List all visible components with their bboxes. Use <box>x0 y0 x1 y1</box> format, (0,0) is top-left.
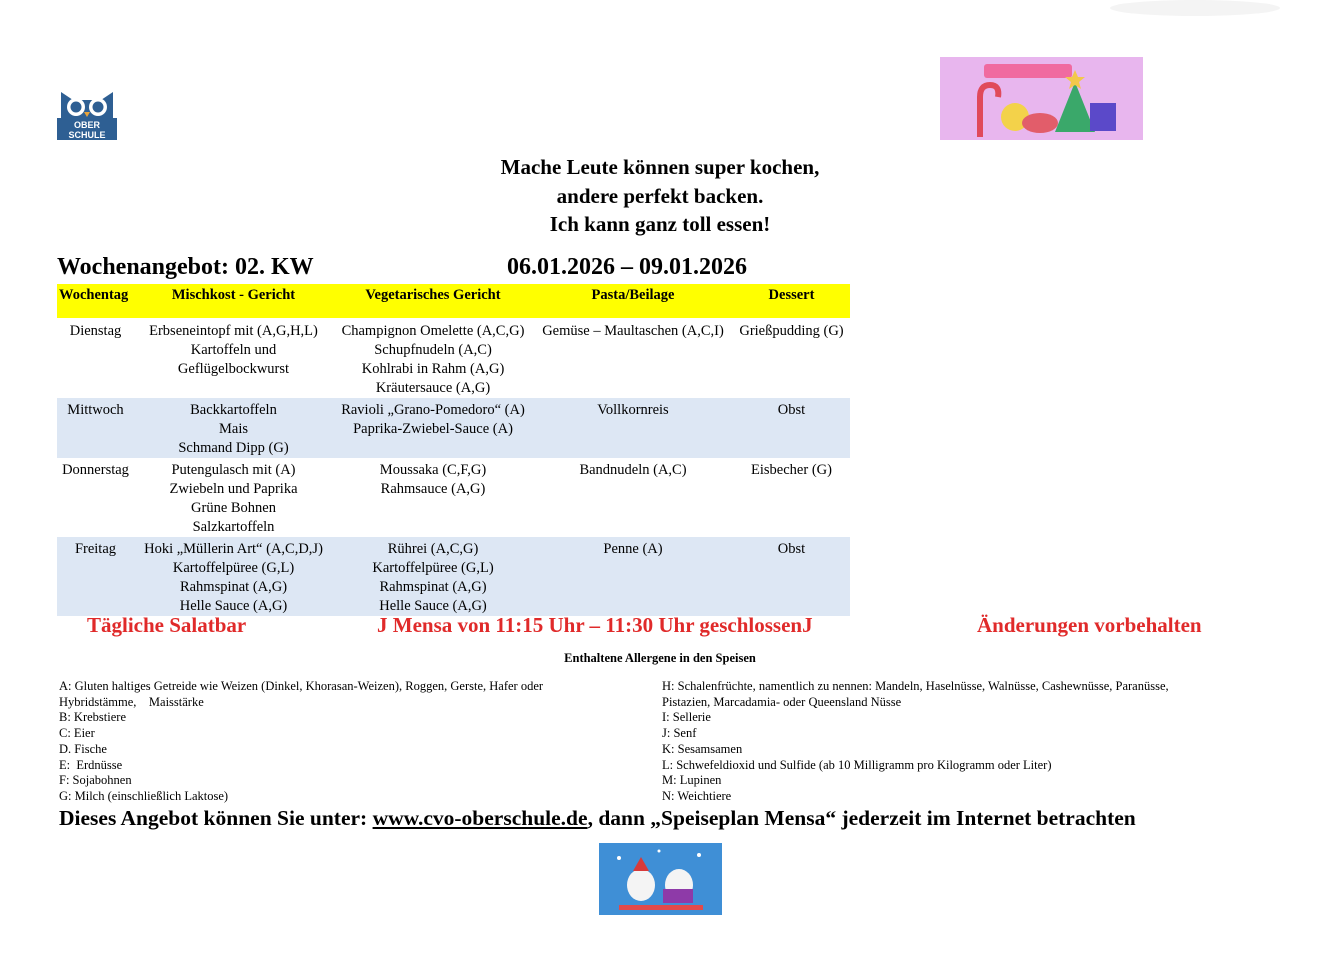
allergen-item: N: Weichtiere <box>662 788 732 803</box>
cell-dessert <box>733 537 850 616</box>
allergen-item: I: Sellerie <box>662 710 711 725</box>
allergens-right-list <box>662 679 1282 805</box>
allergen-item: A: Gluten haltiges Getreide wie Weizen (Dinkel, Khorasan-Weizen), Roggen, Gerste, Hafer oder <box>59 679 544 693</box>
table-row <box>57 398 850 458</box>
cell-line: Rahmspinat (A,G) <box>179 579 288 595</box>
allergen-item: G: Milch (einschließlich Laktose) <box>59 788 229 803</box>
logo-text-bottom: SCHULE <box>68 130 106 140</box>
allergen-item: L: Schwefeldioxid und Sulfide (ab 10 Milligramm pro Kilogramm oder Liter) <box>662 757 1052 772</box>
menu-table <box>57 284 850 616</box>
cell-line: Vollkornreis <box>597 402 669 418</box>
cell-line: Mais <box>219 421 248 437</box>
new-year-sheep-picture <box>599 843 722 915</box>
notice-salad-bar: Tägliche Salatbar <box>87 613 247 637</box>
cell-line: Kräutersauce (A,G) <box>375 380 491 396</box>
notice-mensa-closed: J Mensa von 11:15 Uhr – 11:30 Uhr geschlossenJ <box>377 613 813 637</box>
cell-line: Schupfnudeln (A,C) <box>374 342 492 358</box>
cell-line: Kohlrabi in Rahm (A,G) <box>361 361 505 377</box>
header-dessert: Dessert <box>733 284 850 318</box>
week-dates: 06.01.2026 – 09.01.2026 <box>507 254 747 280</box>
logo-text-top: OBER <box>73 120 101 130</box>
cell-line: Geflügelbockwurst <box>177 361 290 377</box>
cell-line: Backkartoffeln <box>190 402 277 418</box>
allergen-item: D. Fische <box>59 741 107 756</box>
cell-mixed <box>134 458 333 537</box>
cell-dessert <box>733 398 850 458</box>
cell-vegetarian <box>333 318 533 398</box>
cell-line: Putengulasch mit (A) <box>171 462 296 478</box>
cell-line: Paprika-Zwiebel-Sauce (A) <box>353 421 513 437</box>
cell-line: Moussaka (C,F,G) <box>379 462 487 478</box>
motto-line-3: Ich kann ganz toll essen! <box>549 212 771 236</box>
cell-line: Zwiebeln und Paprika <box>169 481 298 497</box>
cell-line: Gemüse – Maultaschen (A,C,I) <box>542 323 724 339</box>
cell-mixed <box>134 537 333 616</box>
cell-line: Helle Sauce (A,G) <box>379 598 487 614</box>
footer-prefix: Dieses Angebot können Sie unter: <box>59 806 373 830</box>
allergen-item: Pistazien, Marcadamia- oder Queensland Nüsse <box>662 694 902 709</box>
motto <box>410 153 910 239</box>
cell-day: Dienstag <box>69 323 122 339</box>
cell-line: Helle Sauce (A,G) <box>179 598 288 614</box>
table-row <box>57 318 850 398</box>
cell-day: Freitag <box>57 537 134 616</box>
footer-note <box>59 806 1136 831</box>
background-smudge <box>1110 0 1280 16</box>
cell-pasta <box>533 398 733 458</box>
cell-line: Kartoffeln und <box>190 342 277 358</box>
cell-vegetarian <box>333 537 533 616</box>
table-row <box>57 458 850 537</box>
cell-line: Salzkartoffeln <box>192 519 275 535</box>
footer-suffix: , dann „Speiseplan Mensa“ jederzeit im Internet betrachten <box>587 806 1136 830</box>
cell-line: Obst <box>777 541 806 557</box>
cell-mixed <box>134 318 333 398</box>
allergens-heading: Enthaltene Allergene in den Speisen <box>564 651 756 665</box>
allergen-item: H: Schalenfrüchte, namentlich zu nennen: Mandeln, Haselnüsse, Walnüsse, Cashewnüsse, Paranüsse, <box>662 679 1169 693</box>
cell-line: Ravioli „Grano-Pomedoro“ (A) <box>341 402 525 418</box>
cell-line: Rahmspinat (A,G) <box>379 579 487 595</box>
table-row <box>57 537 850 616</box>
cell-pasta <box>533 318 733 398</box>
cell-line: Kartoffelpüree (G,L) <box>372 560 494 576</box>
cell-line: Rührei (A,C,G) <box>387 541 479 557</box>
allergen-item: Hybridstämme, Maisstärke <box>59 694 204 709</box>
cell-pasta <box>533 537 733 616</box>
motto-line-1: Mache Leute können super kochen, <box>500 155 820 179</box>
cell-dessert <box>733 458 850 537</box>
new-year-party-illustration <box>940 57 1143 140</box>
cell-day: Mittwoch <box>57 398 134 458</box>
cell-day: Donnerstag <box>62 462 129 478</box>
week-title: Wochenangebot: 02. KW <box>57 254 314 280</box>
cell-line: Grüne Bohnen <box>191 500 276 516</box>
cell-pasta <box>533 458 733 537</box>
cell-mixed <box>134 398 333 458</box>
cell-vegetarian <box>333 458 533 537</box>
notice-changes-reserved: Änderungen vorbehalten <box>977 613 1202 637</box>
cell-line: Obst <box>777 402 806 418</box>
allergens-left-list <box>59 679 649 805</box>
cell-line: Grießpudding (G) <box>739 323 844 339</box>
allergen-item: B: Krebstiere <box>59 710 126 725</box>
cell-dessert <box>733 318 850 398</box>
cell-line: Kartoffelpüree (G,L) <box>172 560 295 576</box>
menu-header-row <box>57 284 850 318</box>
cell-line: Eisbecher (G) <box>751 462 832 478</box>
allergen-item: C: Eier <box>59 726 95 741</box>
motto-line-2: andere perfekt backen. <box>556 183 764 208</box>
cell-line: Erbseneintopf mit (A,G,H,L) <box>149 323 318 339</box>
cell-line: Champignon Omelette (A,C,G) <box>341 323 525 339</box>
allergen-item: M: Lupinen <box>662 773 722 788</box>
website-link[interactable]: www.cvo-oberschule.de <box>372 806 588 830</box>
allergen-item: K: Sesamsamen <box>662 741 743 756</box>
school-logo <box>57 88 117 140</box>
cell-vegetarian <box>333 398 533 458</box>
header-pasta: Pasta/Beilage <box>533 284 733 318</box>
cell-line: Schmand Dipp (G) <box>178 440 289 456</box>
cell-line: Penne (A) <box>603 541 663 557</box>
cell-line: Hoki „Müllerin Art“ (A,C,D,J) <box>144 541 323 557</box>
header-mixed: Mischkost - Gericht <box>134 284 333 318</box>
header-vegetarian: Vegetarisches Gericht <box>333 284 533 318</box>
allergen-item: F: Sojabohnen <box>59 773 132 788</box>
cell-line: Rahmsauce (A,G) <box>380 481 486 497</box>
header-weekday: Wochentag <box>57 284 134 318</box>
allergen-item: J: Senf <box>662 726 697 741</box>
allergen-item: E: Erdnüsse <box>59 757 123 772</box>
cell-line: Bandnudeln (A,C) <box>579 462 687 478</box>
